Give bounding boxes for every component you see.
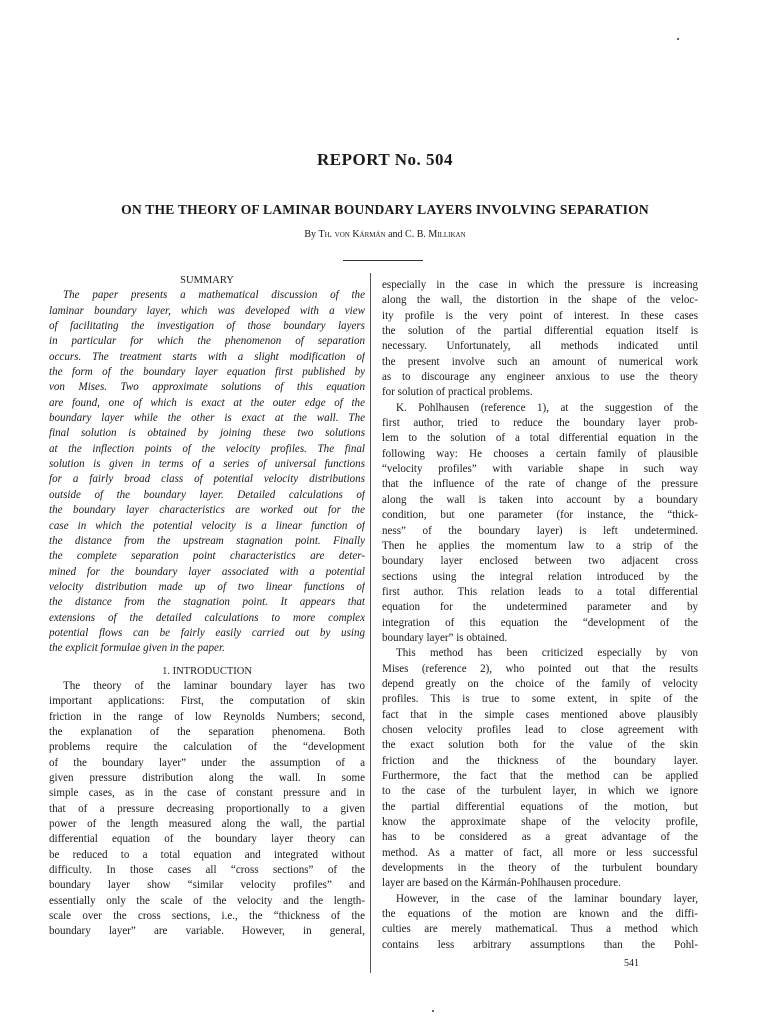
text-line: profiles. This is true to some extent, in spite of the bbox=[382, 693, 698, 706]
text-line: velocity distribution made up of two linear functions of bbox=[49, 580, 365, 593]
paragraph bbox=[382, 646, 698, 892]
text-line: necessary. Unfortunately, all methods indicated until bbox=[382, 340, 698, 353]
text-line: that the influence of the rate of change of the pressure bbox=[382, 478, 698, 491]
text-line: mined for the boundary layer associated with a potential bbox=[49, 565, 365, 578]
paragraph bbox=[382, 401, 698, 647]
text-line: “velocity profiles” with variable shape in such way bbox=[382, 463, 698, 476]
text-line: ness” of the boundary layer) is left undetermined. bbox=[382, 524, 698, 537]
text-line: the solution of the partial differential equation itself is bbox=[382, 325, 698, 338]
paper-title: ON THE THEORY OF LAMINAR BOUNDARY LAYERS INVOLVING SEPARATION bbox=[121, 202, 649, 217]
text-line: the partial differential equations of the motion, but bbox=[382, 800, 698, 813]
summary-paragraph bbox=[49, 288, 365, 656]
text-line: differential equation of the boundary layer theory can bbox=[49, 833, 365, 846]
text-line: the distance from the upstream stagnation point. Finally bbox=[49, 534, 365, 547]
text-line: K. Pohlhausen (reference 1), at the suggestion of the bbox=[396, 401, 698, 414]
page-number: 541 bbox=[624, 958, 639, 969]
text-line: friction and the thickness of the boundary layer. bbox=[382, 754, 698, 767]
text-line: occurs. The treatment starts with a slight modification of bbox=[49, 350, 365, 363]
author-line bbox=[0, 229, 770, 240]
text-line: know the approximate shape of the velocity profile, bbox=[382, 816, 698, 829]
text-line: sections using the integral relation introduced by the bbox=[382, 570, 698, 583]
title-rule bbox=[343, 260, 423, 261]
introduction-heading: 1. INTRODUCTION bbox=[162, 665, 252, 677]
text-line: boundary layer” are variable. However, in general, bbox=[49, 925, 365, 938]
text-line: the equations of the motion are known and the diffi- bbox=[382, 908, 698, 921]
text-line: are found, one of which is exact at the outer edge of the bbox=[49, 396, 365, 409]
text-line: power of the length measured along the wall, the partial bbox=[49, 818, 365, 831]
by-label: By bbox=[304, 229, 316, 240]
text-line: of facilitating the investigation of those boundary layers bbox=[49, 320, 365, 333]
text-line: depend greatly on the choice of the family of velocity bbox=[382, 677, 698, 690]
text-line: scale over the cross sections, i.e., the “thickness of the bbox=[49, 910, 365, 923]
text-line: following way: He chooses a certain family of plausible bbox=[382, 447, 698, 460]
text-line: Furthermore, the fact that the method can be applied bbox=[382, 770, 698, 782]
text-line: along the wall, the distortion in the shape of the veloc- bbox=[382, 294, 698, 307]
text-line: has to be considered as a great advantage of the bbox=[382, 831, 698, 844]
text-line: integration of this equation the “development of the bbox=[382, 616, 698, 629]
text-line: to the case of the turbulent layer, in which we ignore bbox=[382, 785, 698, 798]
text-line: the present involve such an amount of numerical work bbox=[382, 355, 698, 368]
text-line: simple cases, as in the case of constant pressure and in bbox=[49, 787, 365, 800]
text-line: final solution is obtained by joining these two solutions bbox=[49, 427, 365, 440]
text-line: boundary layer enclosed between two adjacent cross bbox=[382, 555, 698, 568]
author-name: Th. von Kármán bbox=[318, 229, 386, 240]
text-line: the distance from the stagnation point. It appears that bbox=[49, 596, 365, 609]
text-line: equation for the undetermined parameter and by bbox=[382, 601, 698, 614]
text-line: Mises (reference 2), who pointed out that the results bbox=[382, 662, 698, 675]
text-line: The paper presents a mathematical discussion of the bbox=[63, 289, 365, 302]
text-line: The theory of the laminar boundary layer has two bbox=[63, 679, 365, 692]
text-line: along the wall is taken into account by a boundary bbox=[382, 493, 698, 506]
text-line: von Mises. Two approximate solutions of this equation bbox=[49, 381, 365, 394]
text-line: especially in the case in which the pressure is increasing bbox=[382, 279, 698, 291]
text-line: the explicit formulae given in the paper. bbox=[49, 642, 225, 655]
and-label: and bbox=[388, 229, 403, 240]
text-line: solution is given in terms of a series of universal functions bbox=[49, 458, 365, 471]
text-line: case in which the potential velocity is a linear function of bbox=[49, 519, 365, 532]
text-line: that of a pressure decreasing proportionally to a given bbox=[49, 802, 365, 815]
text-line: of the boundary layer” under the assumption of a bbox=[49, 756, 365, 769]
text-line: first author, tried to reduce the boundary layer prob- bbox=[382, 417, 698, 430]
text-line: Then he applies the momentum law to a strip of the bbox=[382, 539, 698, 552]
text-line: at the inflection points of the velocity profiles. The final bbox=[49, 442, 365, 455]
text-line: friction in the range of low Reynolds Numbers; second, bbox=[49, 710, 365, 723]
text-line: essentially only the scale of the velocity and the length- bbox=[49, 894, 365, 907]
text-line: first author. This relation leads to a total differential bbox=[382, 585, 698, 598]
text-line: the form of the boundary layer equation first published by bbox=[49, 366, 365, 379]
paragraph bbox=[382, 892, 698, 953]
text-line: extensions of the detailed calculations to more complex bbox=[49, 611, 365, 624]
text-line: the boundary layer characteristics are worked out for the bbox=[49, 504, 365, 517]
text-line: chosen velocity profiles lead to close agreement with bbox=[382, 723, 698, 736]
column-divider bbox=[370, 273, 371, 973]
text-line: the explanation of the separation phenomena. Both bbox=[49, 725, 365, 738]
text-line: condition, but one parameter (for instance, the “thick- bbox=[382, 509, 698, 522]
text-line: boundary layer” is obtained. bbox=[382, 631, 508, 644]
text-line: However, in the case of the laminar boundary layer, bbox=[396, 892, 698, 905]
text-line: problems require the calculation of the “development bbox=[49, 741, 365, 754]
text-line: given pressure distribution along the wall. In some bbox=[49, 772, 365, 784]
report-number-title: REPORT No. 504 bbox=[317, 150, 453, 169]
text-line: important applications: First, the computation of skin bbox=[49, 695, 365, 708]
text-line: potential flows can be fairly easily carried out by using bbox=[49, 626, 365, 639]
text-line: in particular for which the phenomenon of separation bbox=[49, 335, 365, 348]
introduction-paragraph bbox=[49, 679, 365, 940]
text-line: ity profile is the very point of interest. In these cases bbox=[382, 309, 698, 322]
text-line: for a fairly broad class of potential velocity distributions bbox=[49, 473, 365, 486]
left-column bbox=[49, 273, 365, 940]
scan-speck bbox=[677, 38, 679, 40]
text-line: layer are based on the Kármán-Pohlhausen procedure. bbox=[382, 877, 621, 890]
text-line: outside of the boundary layer. Detailed calculations of bbox=[49, 488, 365, 501]
text-line: developments in the theory of the turbulent boundary bbox=[382, 862, 698, 875]
text-line: boundary layer show “similar velocity profiles” and bbox=[49, 879, 365, 892]
text-line: fact that in the simple cases mentioned above plausibly bbox=[382, 708, 698, 721]
text-line: culties are merely mathematical. Thus a method which bbox=[382, 923, 698, 936]
text-line: lem to the solution of a total differential equation in the bbox=[382, 432, 698, 445]
right-column bbox=[382, 278, 698, 953]
text-line: method. As a matter of fact, all more or less successful bbox=[382, 846, 698, 859]
paragraph bbox=[382, 278, 698, 401]
text-line: be reduced to a total equation and integrated without bbox=[49, 848, 365, 861]
text-line: as to discourage any engineer anxious to use the theory bbox=[382, 371, 698, 384]
text-line: difficulty. In those cases all “cross sections” of the bbox=[49, 864, 365, 877]
text-line: contains less arbitrary assumptions than the Pohl- bbox=[382, 938, 698, 951]
author-name: C. B. Millikan bbox=[405, 229, 466, 240]
text-line: laminar boundary layer, which was developed with a view bbox=[49, 304, 365, 317]
text-line: the exact solution both for the value of the skin bbox=[382, 739, 698, 752]
text-line: boundary layer while the other is exact at the wall. The bbox=[49, 412, 365, 425]
text-line: This method has been criticized especially by von bbox=[396, 647, 698, 660]
scan-speck bbox=[432, 1010, 434, 1012]
text-line: for solution of practical problems. bbox=[382, 386, 533, 399]
text-line: the complete separation point characteristics are deter- bbox=[49, 550, 365, 563]
summary-heading: SUMMARY bbox=[180, 275, 234, 286]
